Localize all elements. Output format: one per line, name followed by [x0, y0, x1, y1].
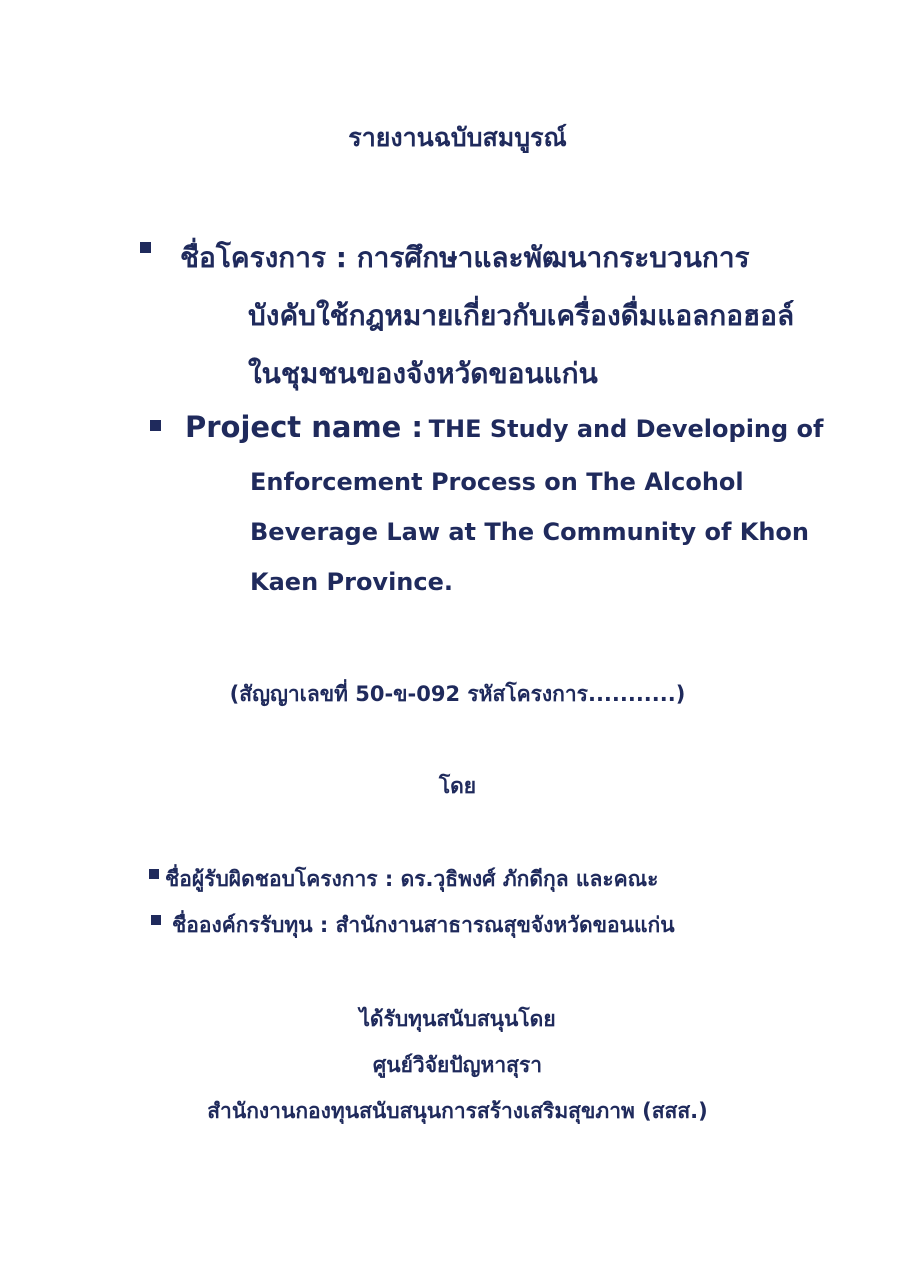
project-en-title-1: THE Study and Developing of	[428, 415, 824, 443]
bullet-icon	[150, 420, 161, 431]
funding-organization: ชื่อองค์กรรับทุน : สำนักงานสาธารณสุขจังหวัดขอนแก่น	[172, 913, 675, 937]
project-th-line1	[180, 236, 750, 280]
responsible-person: ชื่อผู้รับผิดชอบโครงการ : ดร.วุธิพงศ์ ภักดีกุล และคณะ	[165, 867, 659, 891]
supported-by-line3: สำนักงานกองทุนสนับสนุนการสร้างเสริมสุขภาพ (สสส.)	[207, 1099, 708, 1123]
supported-by-line2: ศูนย์วิจัยปัญหาสุรา	[372, 1053, 543, 1077]
contract-number: (สัญญาเลขที่ 50-ข-092 รหัสโครงการ...........)	[229, 682, 686, 706]
report-title: รายงานฉบับสมบูรณ์	[348, 123, 567, 152]
project-en-label: Project name :	[185, 410, 424, 444]
bullet-icon	[151, 915, 161, 925]
project-th-title-3: ในชุมชนของจังหวัดขอนแก่น	[248, 357, 598, 390]
project-en-title-4: Kaen Province.	[250, 568, 454, 596]
project-en-title-2: Enforcement Process on The Alcohol	[250, 468, 744, 496]
project-th-title-2: บังคับใช้กฎหมายเกี่ยวกับเครื่องดื่มแอลกอฮอล์	[248, 299, 795, 332]
project-th-label: ชื่อโครงการ :	[180, 241, 347, 274]
project-en-line1	[185, 410, 823, 444]
project-th-title-1: การศึกษาและพัฒนากระบวนการ	[356, 241, 750, 274]
project-en-title-3: Beverage Law at The Community of Khon	[250, 518, 809, 546]
supported-by-line1: ได้รับทุนสนับสนุนโดย	[359, 1007, 556, 1031]
by-label: โดย	[438, 774, 477, 798]
bullet-icon	[149, 869, 159, 879]
bullet-icon	[140, 242, 151, 253]
